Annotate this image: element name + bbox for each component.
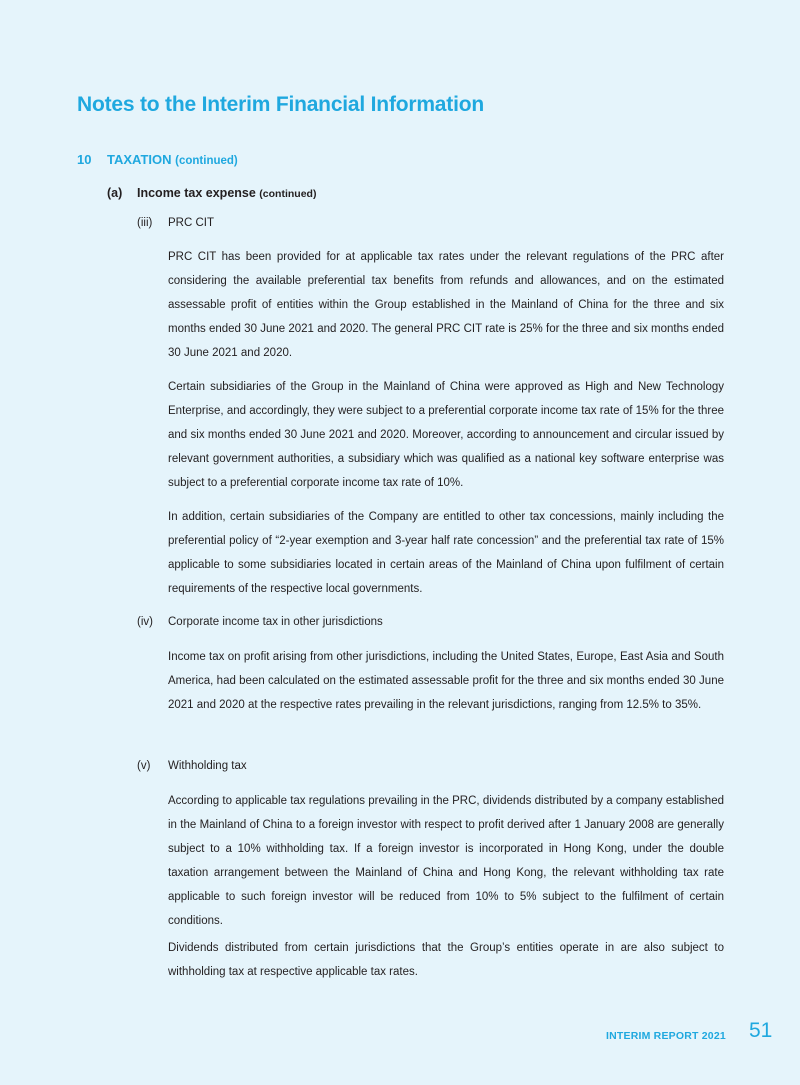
- section-title: TAXATION: [107, 152, 172, 167]
- item-heading-iv: [137, 616, 383, 628]
- paragraph: Income tax on profit arising from other jurisdictions, including the United States, Europe, East Asia and South America, had been calculated on the estimated assessable profit for the three and six months ended 30 June 2021 and 2020 at the respective rates prevailing in the relevant jurisdictions, ranging from 12.5% to 35%.: [168, 651, 724, 711]
- subsection-label: (a): [107, 186, 123, 200]
- report-label: INTERIM REPORT 2021: [606, 1030, 726, 1042]
- section-heading: [77, 152, 238, 167]
- subsection-heading: [107, 186, 316, 200]
- page-title: Notes to the Interim Financial Information: [77, 93, 484, 116]
- item-roman: (iv): [137, 616, 153, 628]
- paragraph: PRC CIT has been provided for at applicable tax rates under the relevant regulations of the PRC after considering the available preferential tax benefits from refunds and allowances, and on the estimated assessable profit of entities within the Group established in the Mainland of China for the three and six months ended 30 June 2021 and 2020. The general PRC CIT rate is 25% for the three and six months ended 30 June 2021 and 2020.: [168, 251, 724, 359]
- item-heading-iii: [137, 217, 214, 229]
- subsection-continued: (continued): [259, 188, 317, 200]
- paragraph: Dividends distributed from certain jurisdictions that the Group’s entities operate in are also subject to withholding tax at respective applicable tax rates.: [168, 942, 724, 978]
- page-number: 51: [749, 1019, 773, 1042]
- paragraph: Certain subsidiaries of the Group in the Mainland of China were approved as High and New Technology Enterprise, and accordingly, they were subject to a preferential corporate income tax rate of 15% for the three and six months ended 30 June 2021 and 2020. Moreover, according to announcement and circular issued by relevant government authorities, a subsidiary which was qualified as a national key software enterprise was subject to a preferential corporate income tax rate of 10%.: [168, 381, 724, 489]
- subsection-title: Income tax expense: [137, 186, 256, 200]
- section-continued: (continued): [175, 155, 238, 167]
- item-title: Corporate income tax in other jurisdictions: [168, 616, 383, 628]
- item-heading-v: [137, 760, 247, 772]
- item-title: PRC CIT: [168, 217, 214, 229]
- section-number: 10: [77, 152, 92, 167]
- paragraph: In addition, certain subsidiaries of the Company are entitled to other tax concessions, mainly including the preferential policy of “2-year exemption and 3-year half rate concession” and the preferential tax rate of 15% applicable to some subsidiaries located in certain areas of the Mainland of China upon fulfilment of certain requirements of the respective local governments.: [168, 511, 724, 595]
- paragraph: According to applicable tax regulations prevailing in the PRC, dividends distributed by a company established in the Mainland of China to a foreign investor with respect to profit derived after 1 January 2008 are generally subject to a 10% withholding tax. If a foreign investor is incorporated in Hong Kong, under the double taxation arrangement between the Mainland of China and Hong Kong, the relevant withholding tax rate applicable to such foreign investor will be reduced from 10% to 5% subject to the fulfilment of certain conditions.: [168, 795, 724, 927]
- item-roman: (v): [137, 760, 151, 772]
- item-title: Withholding tax: [168, 760, 247, 772]
- item-roman: (iii): [137, 217, 153, 229]
